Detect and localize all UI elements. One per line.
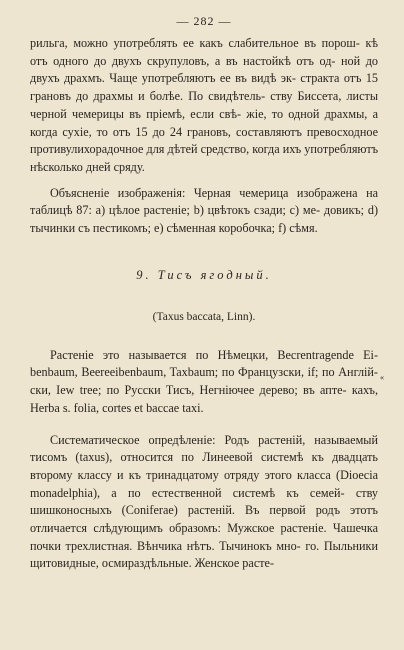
latin-name: (Taxus baccata, Linn).: [152, 310, 256, 323]
text-line: Чашечка почки трехлистная. Вѣнчика нѣтъ. Тычинокъ мно-: [30, 521, 378, 553]
text-line: на таблицѣ 87: а) цѣлое растеніе; b) цвѣтокъ сзади; с) ме-: [30, 185, 378, 218]
text-line: f) сѣмя.: [278, 221, 318, 236]
margin-mark: «: [380, 373, 384, 382]
text-line: Объясненіе изображенія: Черная чемерица изображена: [50, 185, 358, 200]
text-line: тисомъ (taxus), относится по Линеевой системѣ къ двадцать: [30, 450, 378, 465]
text-line: го. Пыльники щитовидные, осмираздѣльные. Женское расте-: [30, 538, 378, 571]
text-line: Растеніе это называется по Нѣмецки, Becrentragende Ei-: [50, 347, 378, 362]
paragraph-plate-explanation: [30, 185, 378, 238]
text-line: кахъ, Herba s. folia, cortes et baccae taxi.: [30, 383, 379, 415]
text-line: стракта отъ 15 грановъ до драхмы и болѣе. По свидѣтель-: [30, 71, 379, 104]
text-line: ству Биссета, листы черной чемерицы въ пріемѣ, если свѣ-: [30, 89, 379, 121]
text-line: кѣ отъ одного до двухъ скрупуловъ, а въ настойкѣ отъ од-: [30, 36, 379, 68]
text-line: жіе, то одной драхмы, а когда сухіе, то отъ 15 до 24 грановъ,: [30, 106, 378, 139]
text-line: довикъ; d) тычинки съ пестикомъ; е) сѣменная коробочка;: [30, 203, 379, 236]
page-number: — 282 —: [176, 14, 232, 28]
text-line: средство, когда ихъ употребляютъ нѣсколько дней сряду.: [30, 142, 378, 174]
text-line: Систематическое опредѣленіе: Родъ растеній, называемый: [50, 432, 378, 447]
text-line: составляютъ превосходное противулихорадочное для дѣтей: [30, 124, 378, 157]
section-title: 9. Тисъ ягодный.: [136, 267, 272, 282]
text-line: ной до двухъ драхмъ. Чаще употребляютъ ее въ видѣ эк-: [30, 53, 378, 86]
text-line: этотъ отличается слѣдующимъ образомъ: Мужское растеніе.: [30, 503, 378, 536]
text-line: ству шишконосныхъ (Coniferae) растеній. Въ первой родъ: [30, 485, 379, 518]
paragraph-dosage: [30, 35, 378, 177]
text-line: (Dioecia monadelphia), а по естественной системѣ къ семей-: [30, 467, 378, 500]
paragraph-systematics: [30, 432, 378, 574]
text-line: ски, Iew tree; по Русски Тисъ, Негніючее дерево; въ апте-: [30, 383, 347, 398]
text-line: второму классу и къ тринадцатому отряду этого класса: [30, 467, 331, 482]
text-line: рильга, можно употреблять ее какъ слабительное въ порош-: [30, 36, 360, 50]
paragraph-names: [30, 347, 378, 418]
text-line: benbaum, Beereeibenbaum, Taxbaum; по Французски, if; по Англій-: [30, 365, 378, 380]
